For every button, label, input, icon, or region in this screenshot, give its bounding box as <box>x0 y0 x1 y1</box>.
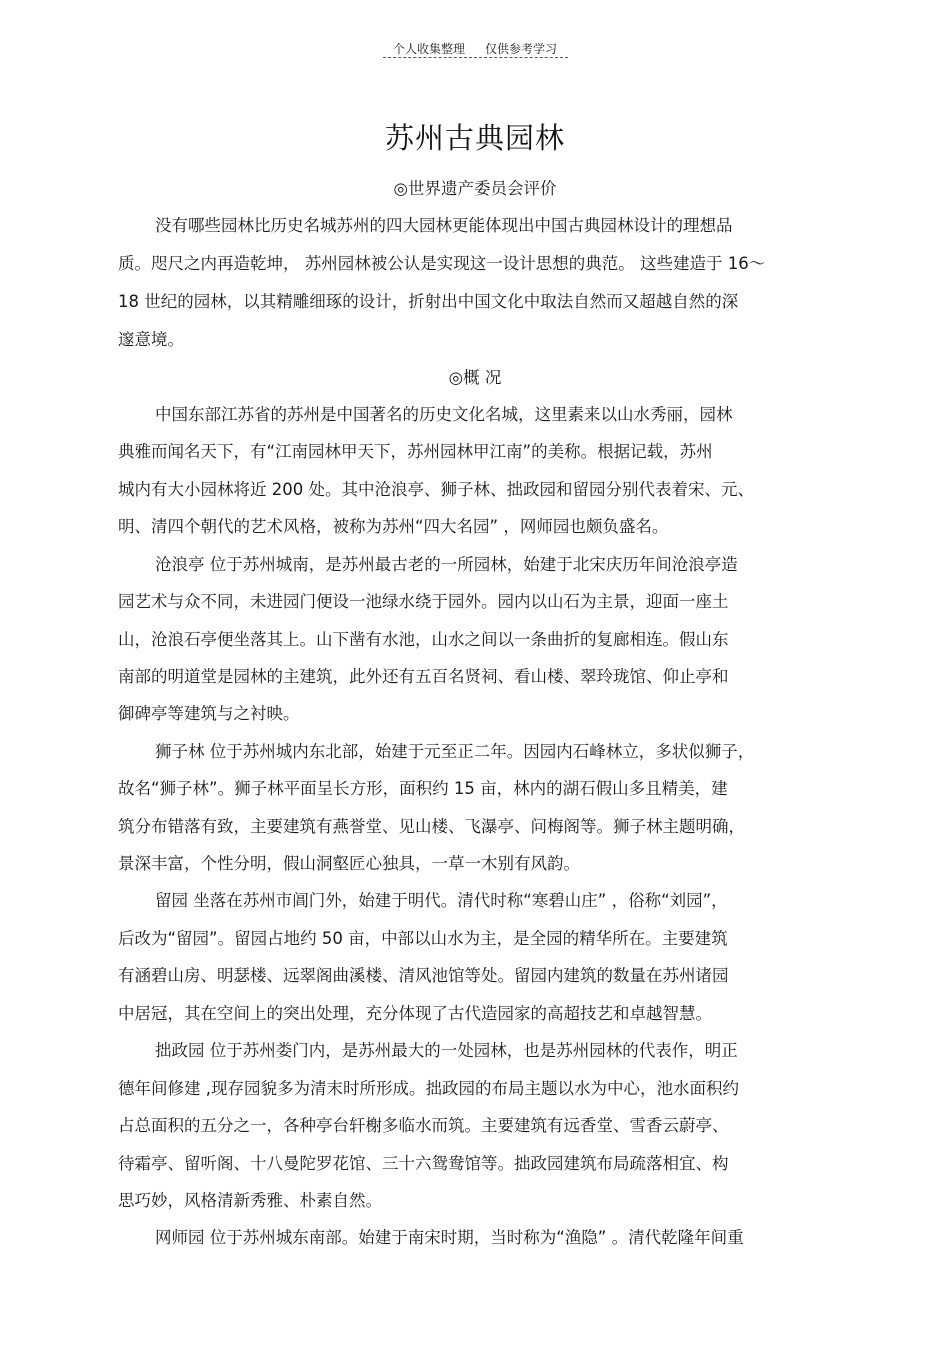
header-right-text: 仅供参考学习 <box>485 42 558 56</box>
header-divider <box>383 57 568 58</box>
section-heading-evaluation: ◎世界遗产委员会评价 <box>393 179 557 198</box>
paragraph-line: 德年间修建 ,现存园貌多为清末时所形成。拙政园的布局主题以水为中心，池水面积约 <box>118 1079 739 1098</box>
page-header <box>0 40 950 57</box>
paragraph-line: 待霜亭、留听阁、十八曼陀罗花馆、三十六鸳鸯馆等。拙政园建筑布局疏落相宜、构 <box>118 1154 729 1173</box>
paragraph-line: 18 世纪的园林，以其精雕细琢的设计，折射出中国文化中取法自然而又超越自然的深 <box>118 292 739 311</box>
paragraph-line: 沧浪亭 位于苏州城南，是苏州最古老的一所园林，始建于北宋庆历年间沧浪亭造 <box>155 555 738 574</box>
paragraph-line: 景深丰富，个性分明，假山洞壑匠心独具，一草一木别有风韵。 <box>118 854 580 873</box>
paragraph-line: 御碑亭等建筑与之衬映。 <box>118 704 300 723</box>
paragraph-line: 后改为“留园”。留园占地约 50 亩，中部以山水为主，是全园的精华所在。主要建筑 <box>118 929 728 948</box>
paragraph-line: 故名“狮子林”。狮子林平面呈长方形，面积约 15 亩，林内的湖石假山多且精美，建 <box>118 779 728 798</box>
paragraph-line: 山，沧浪石亭便坐落其上。山下凿有水池，山水之间以一条曲折的复廊相连。假山东 <box>118 630 729 649</box>
paragraph-line: 没有哪些园林比历史名城苏州的四大园林更能体现出中国古典园林设计的理想品 <box>155 216 733 235</box>
page-title: 苏州古典园林 <box>384 121 565 155</box>
paragraph-line: 邃意境。 <box>118 330 184 349</box>
paragraph-line: 狮子林 位于苏州城内东北部，始建于元至正二年。因园内石峰林立，多状似狮子， <box>155 742 755 761</box>
paragraph-line: 留园 坐落在苏州市阊门外，始建于明代。清代时称“寒碧山庄” ，俗称“刘园”， <box>155 891 728 910</box>
paragraph-line: 思巧妙，风格清新秀雅、朴素自然。 <box>118 1191 382 1210</box>
paragraph-line: 网师园 位于苏州城东南部。始建于南宋时期，当时称为“渔隐” 。清代乾隆年间重 <box>155 1228 744 1247</box>
paragraph-line: 中国东部江苏省的苏州是中国著名的历史文化名城，这里素来以山水秀丽，园林 <box>155 405 733 424</box>
paragraph-line: 典雅而闻名天下，有“江南园林甲天下，苏州园林甲江南”的美称。根据记载，苏州 <box>118 442 713 461</box>
section-heading-overview: ◎概 况 <box>448 368 502 387</box>
paragraph-line: 南部的明道堂是园林的主建筑，此外还有五百名贤祠、看山楼、翠玲珑馆、仰止亭和 <box>118 667 729 686</box>
paragraph-line: 城内有大小园林将近 200 处。其中沧浪亭、狮子林、拙政园和留园分别代表着宋、元、 <box>118 480 754 499</box>
paragraph-line: 拙政园 位于苏州娄门内，是苏州最大的一处园林，也是苏州园林的代表作，明正 <box>155 1041 738 1060</box>
header-left-text: 个人收集整理 <box>392 42 465 56</box>
paragraph-line: 有涵碧山房、明瑟楼、远翠阁曲溪楼、清风池馆等处。留园内建筑的数量在苏州诸园 <box>118 966 729 985</box>
paragraph-line: 筑分布错落有致，主要建筑有燕誉堂、见山楼、飞瀑亭、问梅阁等。狮子林主题明确， <box>118 817 745 836</box>
paragraph-line: 明、清四个朝代的艺术风格，被称为苏州“四大名园” ，网师园也颇负盛名。 <box>118 517 669 536</box>
paragraph-line: 中居冠，其在空间上的突出处理，充分体现了古代造园家的高超技艺和卓越智慧。 <box>118 1004 712 1023</box>
paragraph-line: 占总面积的五分之一，各种亭台轩榭多临水而筑。主要建筑有远香堂、雪香云蔚亭、 <box>118 1116 729 1135</box>
paragraph-line: 质。咫尺之内再造乾坤， 苏州园林被公认是实现这一设计思想的典范。 这些建造于 16～ <box>118 254 766 273</box>
paragraph-line: 园艺术与众不同，未进园门便设一池绿水绕于园外。园内以山石为主景，迎面一座土 <box>118 592 729 611</box>
